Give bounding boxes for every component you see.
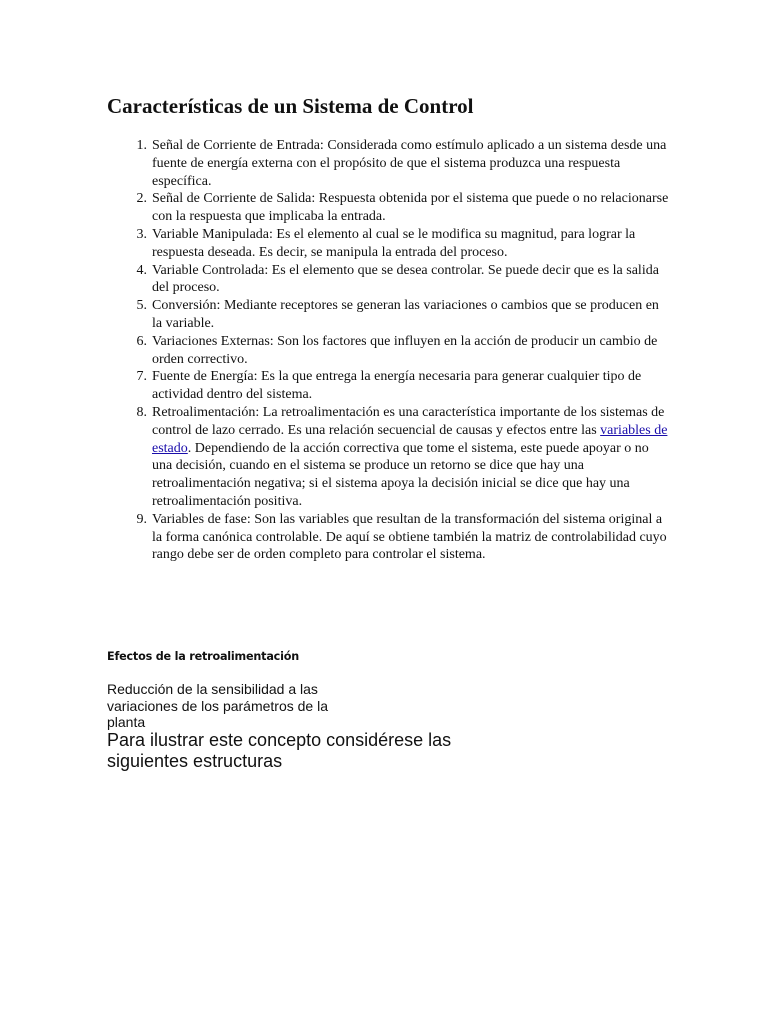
section-heading: Efectos de la retroalimentación (107, 650, 299, 663)
list-item-text: Variable Manipulada: Es el elemento al cual se le modifica su magnitud, para lograr la respuesta deseada. Es decir, se manipula la entrada del proceso. (152, 226, 636, 260)
list-item-text-after-link: . Dependiendo de la acción correctiva que tome el sistema, este puede apoyar o no una decisión, cuando en el sistema se produce un retorno se dice que hay una retroalimentación negativa; si el sistema apoya la decisión inicial se dice que hay una retroalimentación positiva. (152, 440, 649, 509)
list-item (136, 137, 672, 190)
variables-de-estado-link[interactable]: variables de estado (152, 422, 668, 456)
page-title: Características de un Sistema de Control (107, 94, 474, 118)
list-item-number: 6. (136, 333, 147, 349)
list-item-text: Señal de Corriente de Salida: Respuesta obtenida por el sistema que puede o no relacionarse con la respuesta que implicaba la entrada. (152, 191, 669, 225)
illustration-paragraph: Para ilustrar este concepto considérese las siguientes estructuras (107, 730, 452, 771)
list-item-text-before-link: Retroalimentación: La retroalimentación es una característica importante de los sistemas de control de lazo cerrado. Es una relación secuencial de causas y efectos entre las (152, 404, 665, 438)
list-item-number: 2. (136, 191, 147, 207)
sensitivity-paragraph: Reducción de la sensibilidad a las variaciones de los parámetros de la planta (107, 681, 329, 730)
list-item (136, 333, 672, 369)
list-item-text: Fuente de Energía: Es la que entrega la energía necesaria para generar cualquier tipo de actividad dentro del sistema. (152, 369, 642, 403)
list-item-text: Variaciones Externas: Son los factores que influyen en la acción de producir un cambio de orden correctivo. (152, 333, 658, 367)
list-item-number: 8. (136, 404, 147, 420)
list-item-number: 7. (136, 369, 147, 385)
list-item-text: Variable Controlada: Es el elemento que se desea controlar. Se puede decir que es la salida del proceso. (152, 262, 659, 296)
list-item-number: 4. (136, 262, 147, 278)
list-item (136, 511, 672, 564)
list-item (136, 262, 672, 298)
list-item (136, 297, 672, 333)
characteristics-list (136, 137, 672, 564)
list-item (136, 404, 672, 511)
list-item-text: Señal de Corriente de Entrada: Considerada como estímulo aplicado a un sistema desde una fuente de energía externa con el propósito de que el sistema produzca una respuesta específica. (152, 138, 667, 189)
list-item (136, 190, 672, 226)
list-item-number: 3. (136, 226, 147, 242)
list-item (136, 368, 672, 404)
list-item-number: 5. (136, 298, 147, 314)
list-item-number: 9. (136, 511, 147, 527)
list-item-number: 1. (136, 138, 147, 153)
list-item (136, 226, 672, 262)
list-item-text: Variables de fase: Son las variables que resultan de la transformación del sistema original a la forma canónica controlable. De aquí se obtiene también la matriz de controlabilidad cuyo rango debe ser de orden completo para controlar el sistema. (152, 511, 667, 563)
list-item-text: Conversión: Mediante receptores se generan las variaciones o cambios que se producen en la variable. (152, 298, 659, 331)
